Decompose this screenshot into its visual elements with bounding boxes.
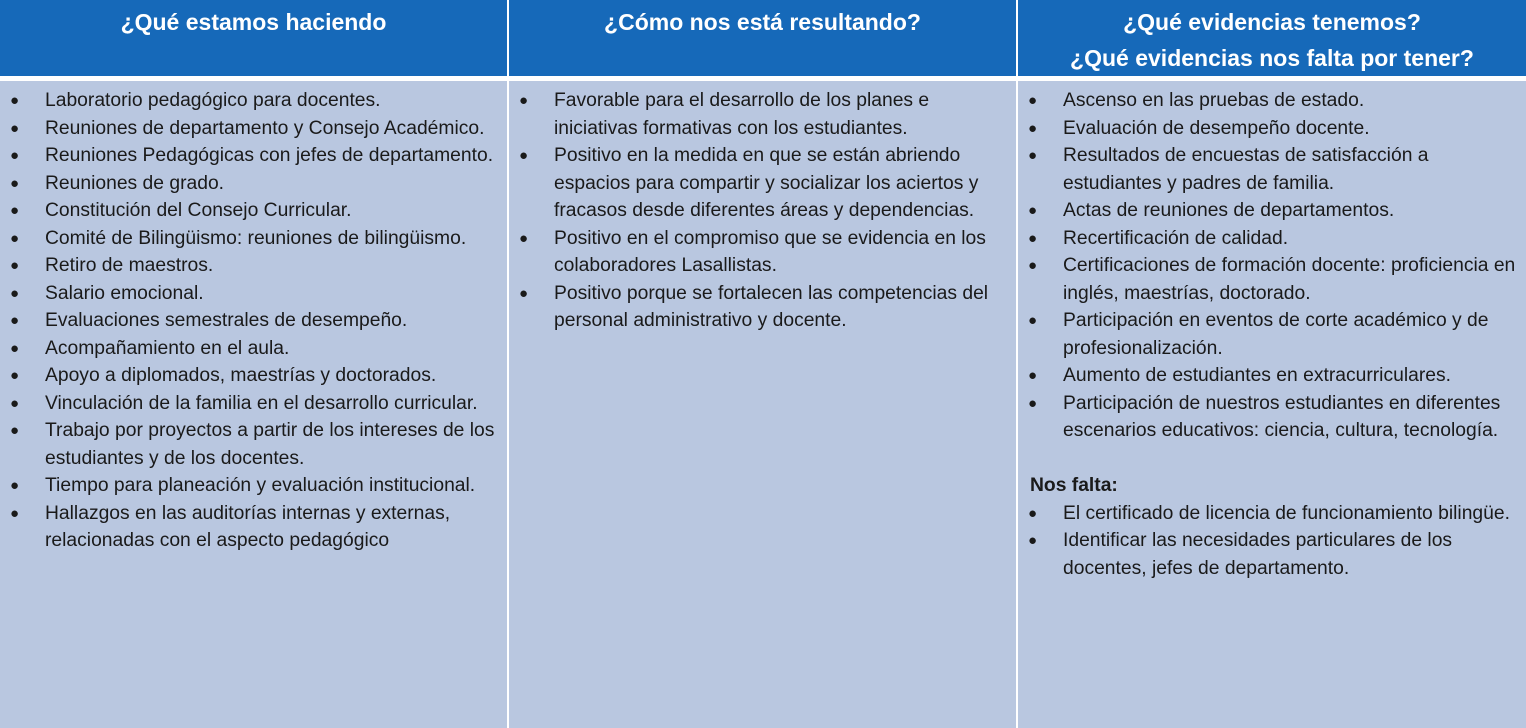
missing-heading: Nos falta: xyxy=(1030,475,1118,496)
list-item-text: Reuniones Pedagógicas con jefes de departamento. xyxy=(45,145,494,166)
bullet-icon: ● xyxy=(1028,257,1038,274)
bullet-icon: ● xyxy=(10,119,20,137)
list-item xyxy=(8,142,499,170)
bullet-icon: ● xyxy=(10,367,20,384)
list-item xyxy=(1026,252,1518,307)
list-item-text: Participación en eventos de corte académico y de profesionalización. xyxy=(1063,310,1489,359)
list-item xyxy=(8,335,499,363)
how-is-it-going-list xyxy=(517,87,1008,335)
list-item-text: Constitución del Consejo Curricular. xyxy=(45,200,352,221)
bullet-icon: ● xyxy=(1028,229,1038,247)
bullet-icon: ● xyxy=(10,394,20,412)
list-item xyxy=(517,225,1008,280)
list-item-text: Laboratorio pedagógico para docentes. xyxy=(45,90,381,111)
list-item xyxy=(1026,197,1518,225)
list-item xyxy=(517,280,1008,335)
header-what-we-do-text: ¿Qué estamos haciendo xyxy=(120,9,387,35)
list-item xyxy=(1026,115,1518,143)
list-item-text: Actas de reuniones de departamentos. xyxy=(1063,200,1395,221)
list-item-text: Reuniones de grado. xyxy=(45,172,225,194)
bullet-icon: ● xyxy=(10,312,20,329)
list-item-text: Resultados de encuestas de satisfacción a estudiantes y padres de familia. xyxy=(1063,145,1429,194)
bullet-icon: ● xyxy=(10,257,20,274)
bullet-icon: ● xyxy=(1028,119,1038,137)
list-item xyxy=(8,87,499,115)
list-item xyxy=(8,390,499,418)
list-item xyxy=(8,500,499,555)
list-item-text: Participación de nuestros estudiantes en diferentes escenarios educativos: ciencia, cultura, tecnología. xyxy=(1063,392,1501,441)
bullet-icon: ● xyxy=(10,202,20,219)
list-item-text: Evaluación de desempeño docente. xyxy=(1063,117,1370,139)
bullet-icon: ● xyxy=(10,504,20,522)
list-item xyxy=(8,170,499,198)
column-evidence xyxy=(1017,79,1526,728)
list-item xyxy=(1026,527,1518,582)
bullet-icon: ● xyxy=(1028,367,1038,384)
list-item-text: Recertificación de calidad. xyxy=(1063,227,1289,249)
list-item-text: Trabajo por proyectos a partir de los intereses de los estudiantes y de los docentes. xyxy=(45,420,495,469)
body-row xyxy=(0,79,1526,728)
what-we-do-list xyxy=(8,87,499,555)
list-item-text: Acompañamiento en el aula. xyxy=(45,337,290,359)
bullet-icon: ● xyxy=(10,92,20,109)
header-how-is-it-going-text: ¿Cómo nos está resultando? xyxy=(604,9,921,35)
list-item xyxy=(8,197,499,225)
list-item xyxy=(517,87,1008,142)
list-item-text: Evaluaciones semestrales de desempeño. xyxy=(45,310,408,331)
missing-list xyxy=(1026,500,1518,583)
list-item xyxy=(1026,87,1518,115)
list-item-text: Identificar las necesidades particulares de los docentes, jefes de departamento. xyxy=(1063,530,1453,579)
bullet-icon: ● xyxy=(10,229,20,247)
bullet-icon: ● xyxy=(519,92,529,109)
bullet-icon: ● xyxy=(1028,92,1038,109)
bullet-icon: ● xyxy=(10,147,20,164)
list-item-text: Retiro de maestros. xyxy=(45,255,214,276)
bullet-icon: ● xyxy=(10,422,20,439)
header-evidence xyxy=(1017,0,1526,79)
header-how-is-it-going xyxy=(508,0,1017,79)
list-item-text: Reuniones de departamento y Consejo Académico. xyxy=(45,117,485,139)
list-item-text: El certificado de licencia de funcionamiento bilingüe. xyxy=(1063,502,1510,524)
list-item xyxy=(8,362,499,390)
list-item xyxy=(8,280,499,308)
bullet-icon: ● xyxy=(10,174,20,192)
list-item xyxy=(517,142,1008,225)
list-item xyxy=(8,115,499,143)
list-item-text: Positivo en el compromiso que se evidencia en los colaboradores Lasallistas. xyxy=(554,227,986,276)
list-item-text: Salario emocional. xyxy=(45,282,204,304)
header-row xyxy=(0,0,1526,79)
header-what-we-do xyxy=(0,0,508,79)
bullet-icon: ● xyxy=(10,477,20,494)
list-item-text: Vinculación de la familia en el desarrollo curricular. xyxy=(45,392,478,414)
bullet-icon: ● xyxy=(10,339,20,357)
bullet-icon: ● xyxy=(1028,504,1038,522)
bullet-icon: ● xyxy=(519,147,529,164)
bullet-icon: ● xyxy=(1028,394,1038,412)
list-item-text: Apoyo a diplomados, maestrías y doctorados. xyxy=(45,365,437,386)
list-item-text: Favorable para el desarrollo de los planes e iniciativas formativas con los estudiantes. xyxy=(554,90,930,139)
list-item xyxy=(1026,307,1518,362)
bullet-icon: ● xyxy=(10,284,20,302)
list-item-text: Positivo en la medida en que se están abriendo espacios para compartir y socializar los aciertos y fracasos desde diferentes áreas y dependencias. xyxy=(554,145,979,221)
list-item-text: Tiempo para planeación y evaluación institucional. xyxy=(45,475,476,496)
list-item xyxy=(8,472,499,500)
list-item xyxy=(1026,225,1518,253)
list-item xyxy=(8,307,499,335)
list-item-text: Hallazgos en las auditorías internas y externas, relacionadas con el aspecto pedagógico xyxy=(45,502,451,551)
list-item xyxy=(1026,500,1518,528)
list-item xyxy=(8,417,499,472)
column-what-we-do xyxy=(0,79,508,728)
bullet-icon: ● xyxy=(519,229,529,247)
list-item xyxy=(1026,142,1518,197)
list-item xyxy=(1026,362,1518,390)
list-item xyxy=(1026,390,1518,445)
spacer xyxy=(1026,445,1518,473)
list-item-text: Ascenso en las pruebas de estado. xyxy=(1063,90,1365,111)
header-evidence-line-1: ¿Qué evidencias tenemos? xyxy=(1123,9,1421,35)
list-item-text: Aumento de estudiantes en extracurriculares. xyxy=(1063,365,1451,386)
list-item-text: Certificaciones de formación docente: proficiencia en inglés, maestrías, doctorado. xyxy=(1063,255,1516,304)
list-item-text: Comité de Bilingüismo: reuniones de bilingüismo. xyxy=(45,227,467,249)
list-item xyxy=(8,225,499,253)
bullet-icon: ● xyxy=(519,284,529,302)
bullet-icon: ● xyxy=(1028,202,1038,219)
bullet-icon: ● xyxy=(1028,312,1038,329)
list-item-text: Positivo porque se fortalecen las competencias del personal administrativo y docente. xyxy=(554,282,989,331)
evidence-list xyxy=(1026,87,1518,445)
bullet-icon: ● xyxy=(1028,147,1038,164)
bullet-icon: ● xyxy=(1028,532,1038,549)
header-evidence-line-2: ¿Qué evidencias nos falta por tener? xyxy=(1070,45,1474,71)
list-item xyxy=(8,252,499,280)
column-how-is-it-going xyxy=(508,79,1017,728)
